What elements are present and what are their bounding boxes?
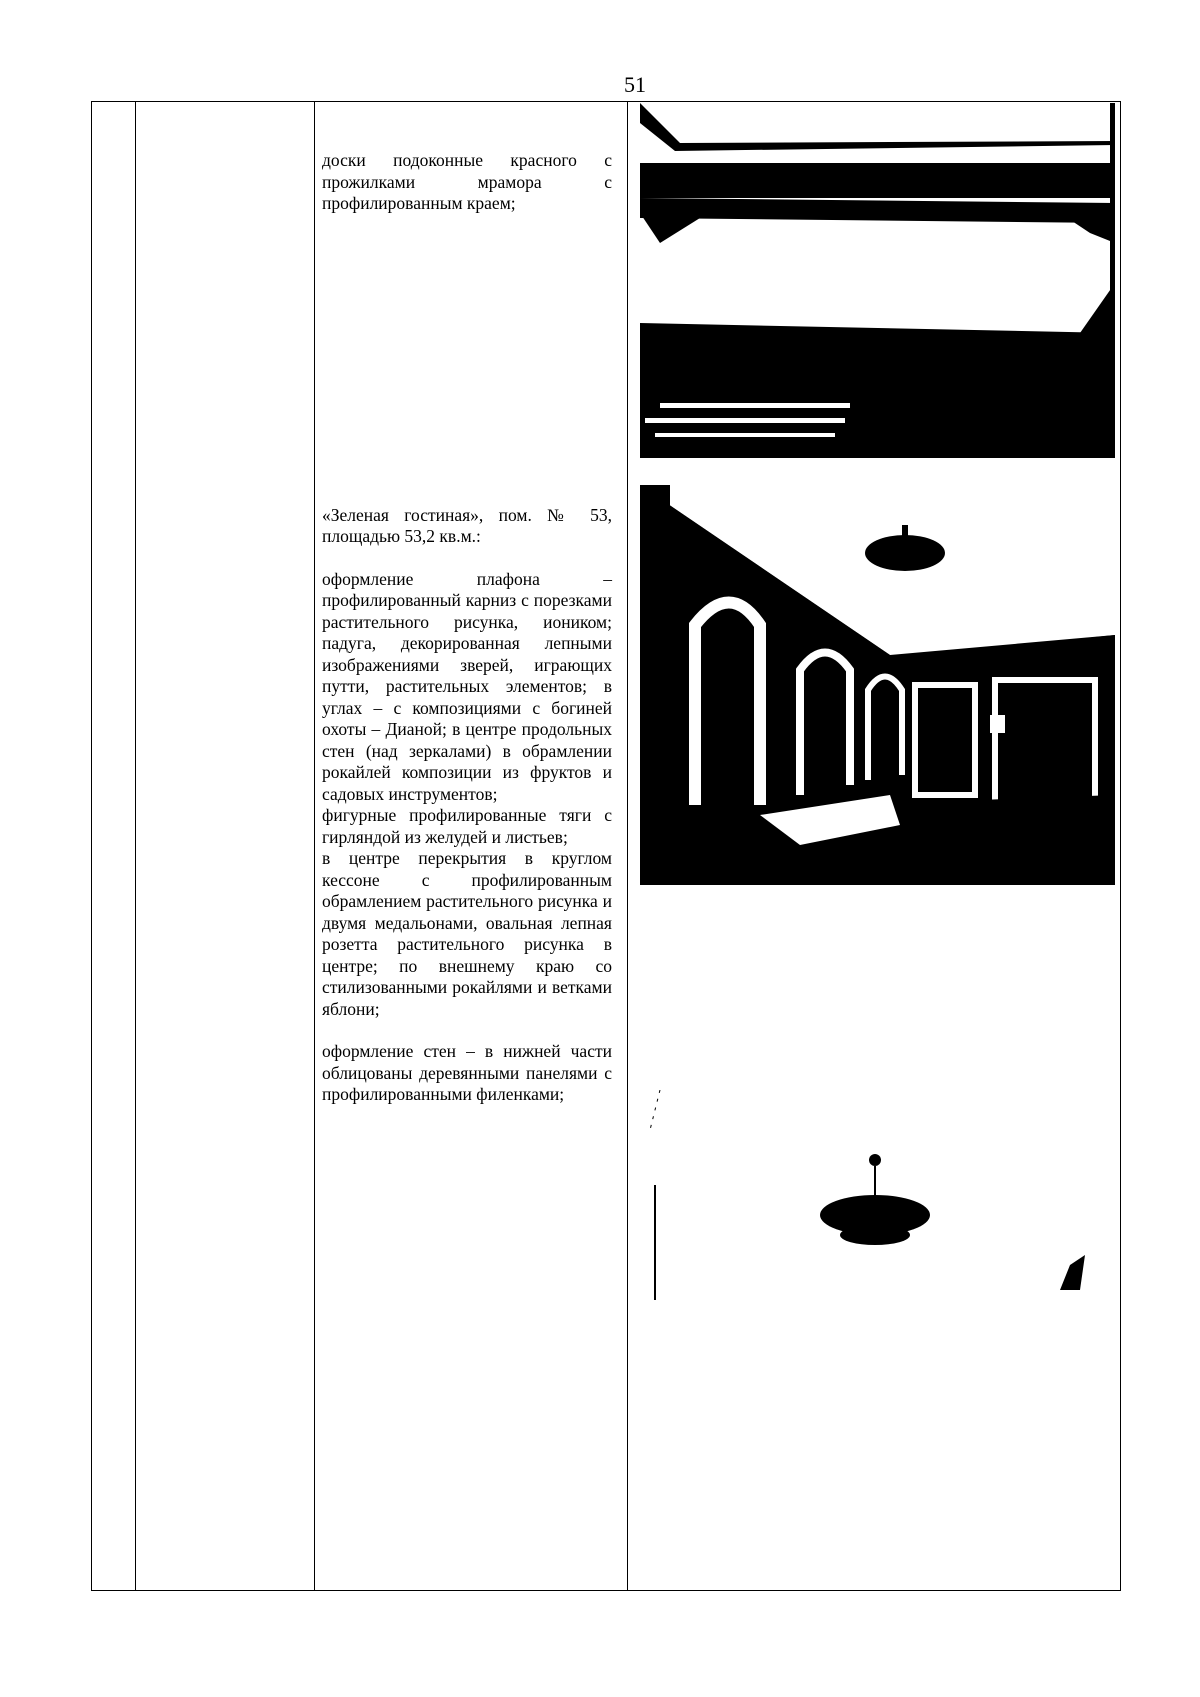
column-divider-2 — [314, 102, 315, 1590]
column-divider-1 — [135, 102, 136, 1590]
column-divider-3 — [627, 102, 628, 1590]
green-drawing-room-photo — [640, 485, 1115, 885]
walls-description: оформление стен – в нижней части облицованы деревянными панелями с профилированными филенками; — [322, 1041, 612, 1104]
ceiling-description: оформление плафона – профилированный карниз с порезками растительного рисунка, иоником; падуга, декорированная лепными изображениями зверей, играющих путти, растительных элементов; в углах – с композициями с богиней охоты – Дианой; в центре продольных стен (над зеркалами) в обрамлении рокайлей композиции из фруктов и садовых инструментов; — [322, 568, 612, 804]
ceiling-chandelier-photo — [630, 1090, 1120, 1300]
room-heading: «Зеленая гостиная», пом. № 53, площадью 53,2 кв.м.: — [322, 504, 612, 546]
central-caisson-description: в центре перекрытия в круглом кессоне с профилированным обрамлением растительного рисунка и двумя медальонами, овальная лепная розетта растительного рисунка в центре; по внешнему краю со стилизованными рокайлями и ветками яблони; — [322, 848, 612, 1019]
molding-description: фигурные профилированные тяги с гирляндой из желудей и листьев; — [322, 805, 612, 847]
windowsill-description: доски подоконные красного с прожилками мрамора с профилированным краем; — [322, 150, 612, 213]
description-column — [322, 150, 612, 1106]
page-number: 51 — [624, 72, 646, 97]
windowsill-photo — [640, 103, 1115, 458]
